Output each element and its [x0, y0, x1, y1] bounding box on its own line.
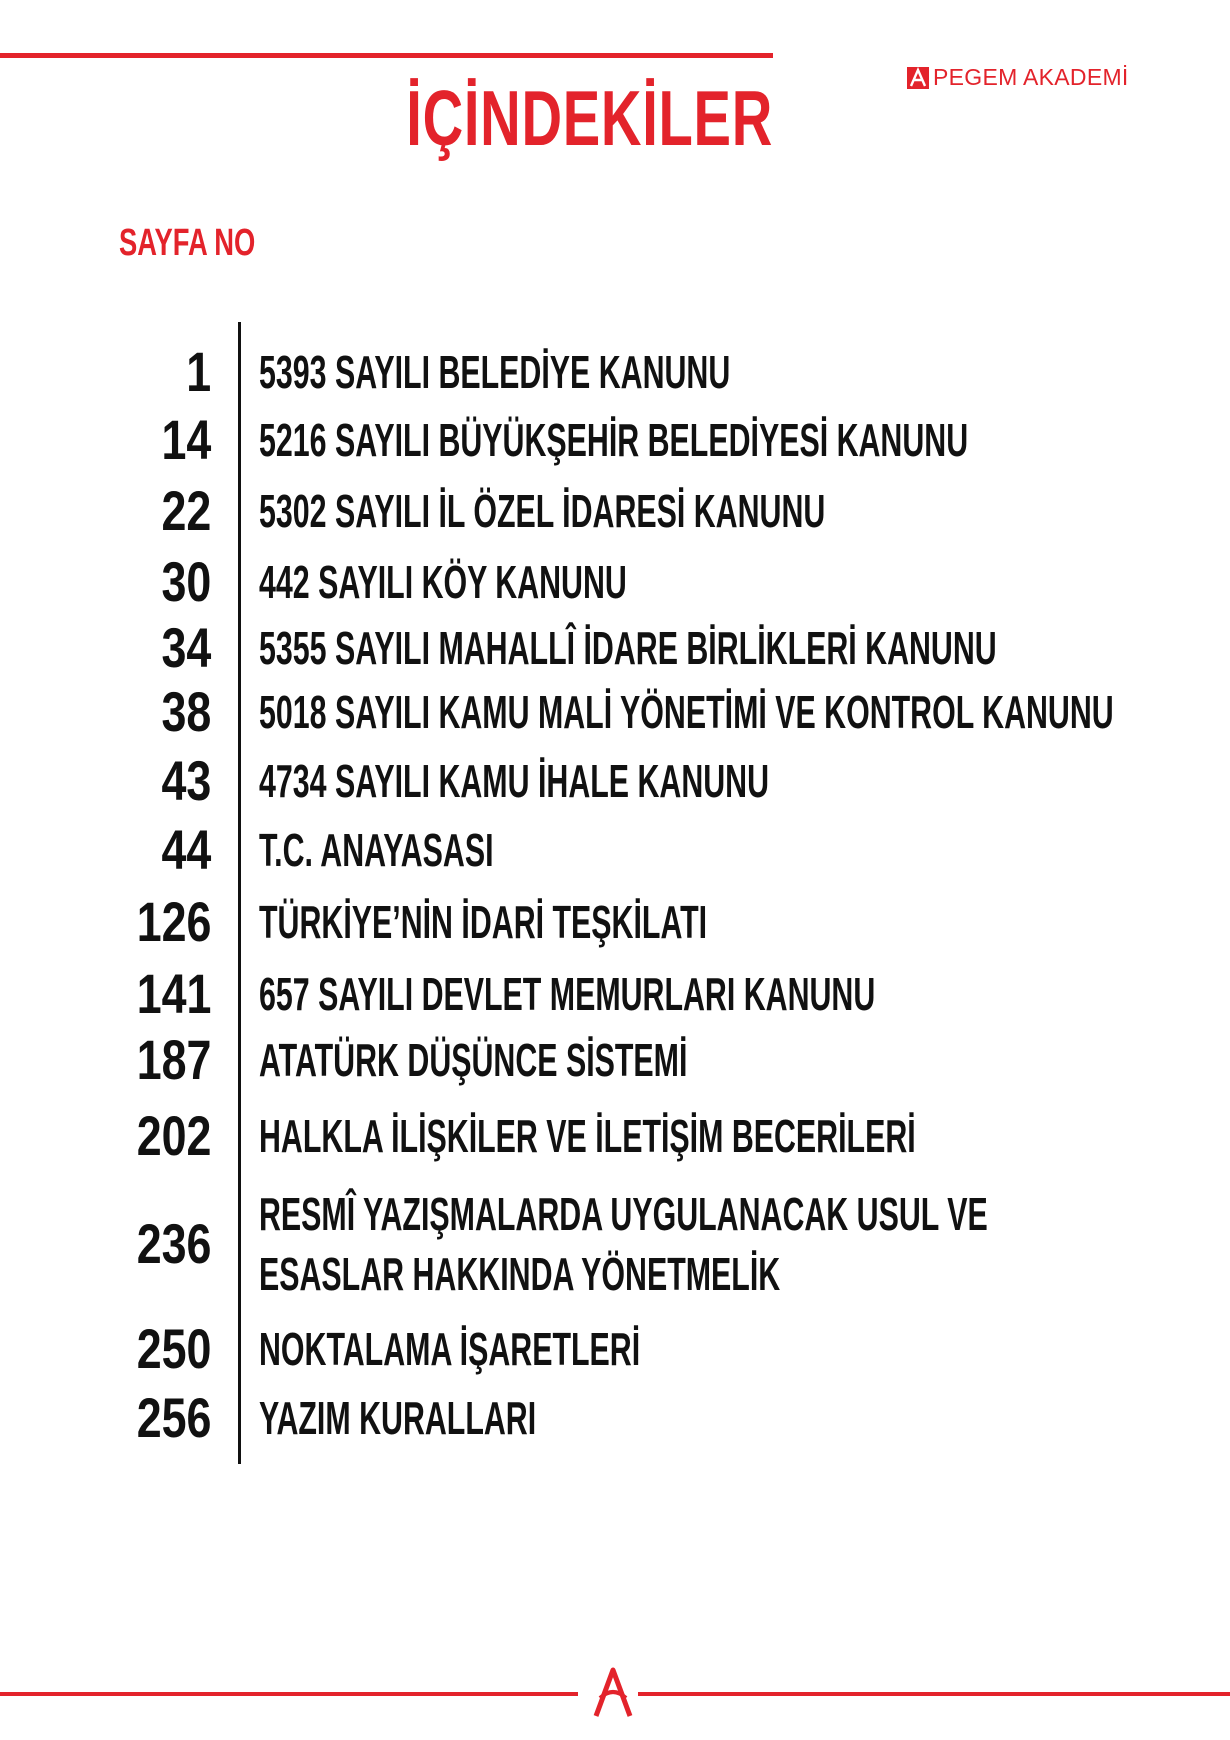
brand-name: PEGEM AKADEMİ [933, 64, 1129, 90]
toc-page-number: 1 [186, 340, 211, 403]
toc-page-number: 44 [161, 818, 211, 881]
toc-entry-title: 657 SAYILI DEVLET MEMURLARI KANUNU [259, 968, 876, 1020]
pegem-footer-logo-icon [590, 1664, 636, 1720]
toc-page-number: 202 [136, 1104, 211, 1167]
toc-page-number: 126 [136, 890, 211, 953]
toc-page-number: 236 [136, 1212, 211, 1275]
toc-entry-title: 5355 SAYILI MAHALLÎ İDARE BİRLİKLERİ KANUNU [259, 622, 997, 674]
toc-page-number: 187 [136, 1028, 211, 1091]
toc-entry-title: T.C. ANAYASASI [259, 824, 494, 876]
toc-page-number: 34 [161, 616, 211, 679]
toc-entry-title: NOKTALAMA İŞARETLERİ [259, 1323, 641, 1375]
toc-entry-title: RESMÎ YAZIŞMALARDA UYGULANACAK USUL VE ESASLAR HAKKINDA YÖNETMELİK [259, 1188, 988, 1300]
toc-page-number: 38 [161, 680, 211, 743]
toc-page-number: 14 [161, 408, 211, 471]
toc-entry-title: YAZIM KURALLARI [259, 1392, 537, 1444]
bottom-red-rule-right [638, 1692, 1230, 1696]
toc-page-number: 22 [161, 479, 211, 542]
bottom-red-rule-left [0, 1692, 578, 1696]
toc-page-number: 250 [136, 1317, 211, 1380]
toc-page-number: 43 [161, 749, 211, 812]
page-title: İÇİNDEKİLER [406, 74, 773, 162]
toc-entry-title: 5216 SAYILI BÜYÜKŞEHİR BELEDİYESİ KANUNU [259, 414, 969, 466]
toc-page-number: 256 [136, 1386, 211, 1449]
toc-entry-title: TÜRKİYE’NİN İDARİ TEŞKİLATI [259, 896, 708, 948]
toc-entry-title: 5393 SAYILI BELEDİYE KANUNU [259, 346, 731, 398]
toc-entry-title: HALKLA İLİŞKİLER VE İLETİŞİM BECERİLERİ [259, 1110, 916, 1162]
toc-page-number: 30 [161, 550, 211, 613]
page-number-label: SAYFA NO [119, 222, 256, 264]
toc-entry-title: 5302 SAYILI İL ÖZEL İDARESİ KANUNU [259, 485, 826, 537]
toc-entry-title: 4734 SAYILI KAMU İHALE KANUNU [259, 755, 770, 807]
toc-page-number: 141 [136, 962, 211, 1025]
toc-entry-title: ATATÜRK DÜŞÜNCE SİSTEMİ [259, 1034, 688, 1086]
toc-entry-title: 5018 SAYILI KAMU MALİ YÖNETİMİ VE KONTROL KANUNU [259, 686, 1114, 738]
toc-entry-title: 442 SAYILI KÖY KANUNU [259, 556, 627, 608]
